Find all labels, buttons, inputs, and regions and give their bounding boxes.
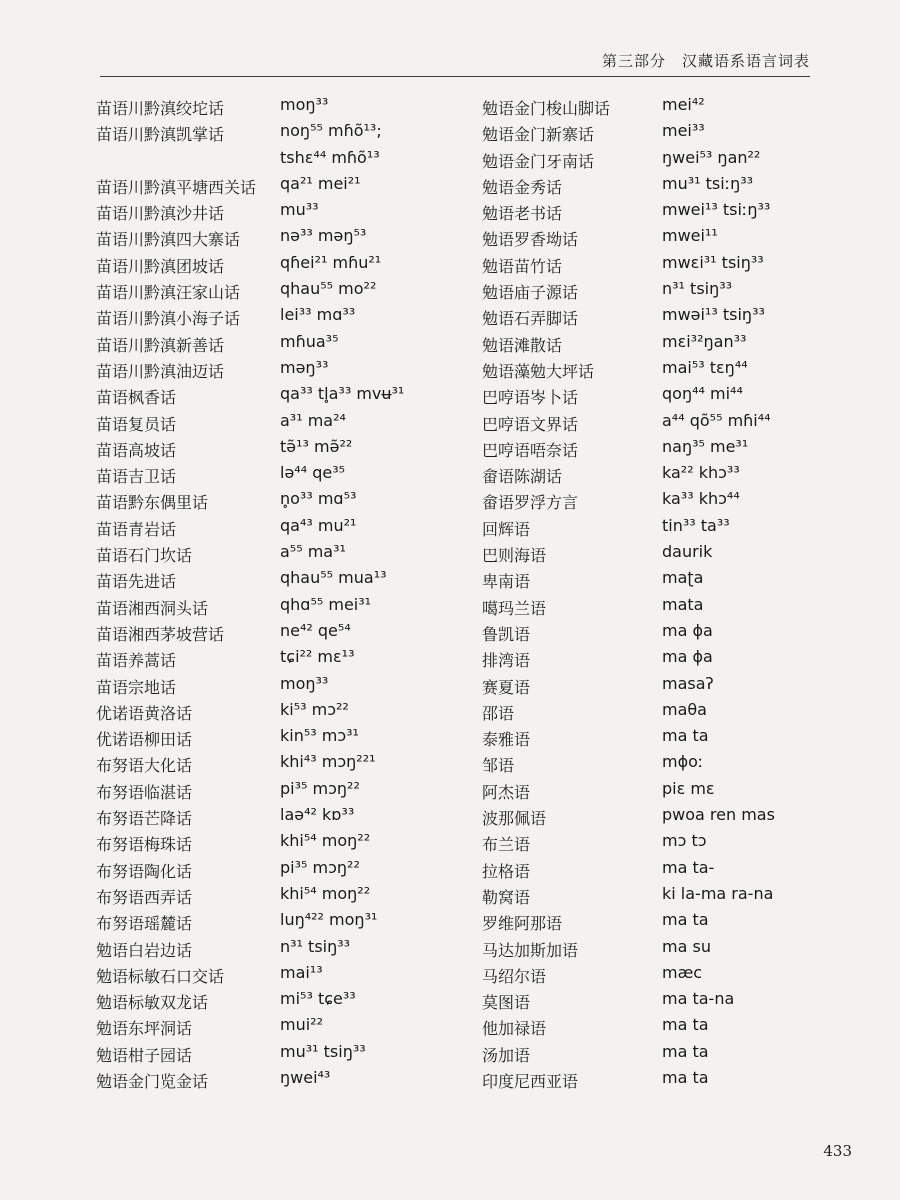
language-name: 苗语川黔滇平塘西关话 [96, 177, 257, 197]
word-entry [482, 539, 812, 565]
language-name: 布兰语 [482, 835, 531, 855]
language-name: 勉语滩散话 [482, 335, 563, 355]
word-entry [96, 513, 466, 539]
word-entry [482, 145, 812, 171]
word-entry [482, 92, 812, 118]
word-form: moŋ³³ [280, 673, 329, 693]
language-name: 布努语陶化话 [96, 861, 193, 881]
word-entry [482, 565, 812, 591]
word-form: n³¹ tsiŋ³³ [280, 936, 351, 956]
word-entry [482, 460, 812, 486]
word-entry [482, 302, 812, 328]
word-form: maθa [662, 699, 707, 719]
word-entry [96, 92, 466, 118]
word-entry [96, 434, 466, 460]
word-entry [96, 1039, 466, 1065]
word-entry [96, 881, 466, 907]
language-name: 巴哼语岑卜话 [482, 388, 579, 408]
word-form: məŋ³³ [280, 357, 329, 377]
word-entry [96, 118, 466, 144]
word-form: kin⁵³ mɔ³¹ [280, 726, 359, 746]
word-entry [96, 145, 466, 171]
word-entry [482, 828, 812, 854]
language-name: 苗语湘西洞头话 [96, 598, 209, 618]
language-name: 苗语川黔滇汪家山话 [96, 283, 241, 303]
word-entry [482, 855, 812, 881]
language-name: 苗语黔东偶里话 [96, 493, 209, 513]
word-form: ka³³ khɔ⁴⁴ [662, 489, 740, 509]
word-entry [96, 723, 466, 749]
language-name: 排湾语 [482, 651, 531, 671]
word-form: mwei¹¹ [662, 226, 718, 246]
language-name: 勉语石弄脚话 [482, 309, 579, 329]
language-name: 汤加语 [482, 1045, 531, 1065]
word-form: piɛ mɛ [662, 778, 715, 798]
word-entry [482, 171, 812, 197]
language-name: 布努语瑶麓话 [96, 914, 193, 934]
language-name: 罗维阿那语 [482, 914, 563, 934]
word-entry [482, 1065, 812, 1091]
word-form: a³¹ ma²⁴ [280, 410, 346, 430]
word-entry [96, 276, 466, 302]
word-form: qhɑ⁵⁵ mei³¹ [280, 594, 372, 614]
word-form: pi³⁵ mɔŋ²² [280, 857, 360, 877]
word-form: mwei¹³ tsiːŋ³³ [662, 200, 771, 220]
word-form: mui²² [280, 1015, 323, 1035]
language-name: 邵语 [482, 703, 515, 723]
language-name: 巴哼语唔奈话 [482, 440, 579, 460]
word-entry [482, 486, 812, 512]
word-form: nə³³ məŋ⁵³ [280, 226, 367, 246]
language-name: 勉语金门牙南话 [482, 151, 595, 171]
word-form: ma ta [662, 1041, 709, 1061]
running-header [100, 40, 810, 77]
language-name: 邹语 [482, 756, 515, 776]
word-entry [96, 749, 466, 775]
language-name: 苗语川黔滇团坡话 [96, 256, 225, 276]
language-name: 巴则海语 [482, 546, 547, 566]
word-entry [96, 855, 466, 881]
word-form: mai¹³ [280, 962, 323, 982]
word-form: ŋwei⁴³ [280, 1067, 331, 1087]
word-form: khi⁴³ mɔŋ²²¹ [280, 752, 376, 772]
word-form: ka²² khɔ³³ [662, 463, 740, 483]
word-form: ma su [662, 936, 711, 956]
header-title: 第三部分 汉藏语系语言词表 [601, 52, 810, 70]
word-form: ne⁴² qe⁵⁴ [280, 620, 351, 640]
language-name: 苗语川黔滇新善话 [96, 335, 225, 355]
word-form: ki⁵³ mɔ²² [280, 699, 349, 719]
word-form: qa⁴³ mu²¹ [280, 515, 357, 535]
word-form: ma ta [662, 726, 709, 746]
word-entry [96, 934, 466, 960]
language-name: 勉语金秀话 [482, 177, 563, 197]
word-entry [482, 644, 812, 670]
word-entry [482, 1012, 812, 1038]
language-name: 布努语大化话 [96, 756, 193, 776]
word-entry [482, 618, 812, 644]
word-entry [482, 723, 812, 749]
language-name: 勉语金门览金话 [96, 1071, 209, 1091]
word-entry [482, 408, 812, 434]
word-entry [482, 697, 812, 723]
language-name: 勉语东坪洞话 [96, 1019, 193, 1039]
language-name: 布努语临湛话 [96, 782, 193, 802]
word-form: mɛi³²ŋan³³ [662, 331, 747, 351]
word-entry [96, 802, 466, 828]
word-entry [482, 749, 812, 775]
language-name: 鲁凯语 [482, 624, 531, 644]
language-name: 畲语罗浮方言 [482, 493, 579, 513]
word-form: khi⁵⁴ moŋ²² [280, 831, 371, 851]
word-entry [96, 907, 466, 933]
language-name: 勉语藻勉大坪话 [482, 361, 595, 381]
word-form: ma ta [662, 910, 709, 930]
word-entry [96, 828, 466, 854]
word-form: qoŋ⁴⁴ mi⁴⁴ [662, 384, 743, 404]
language-name: 苗语石门坎话 [96, 546, 193, 566]
word-entry [482, 118, 812, 144]
word-entry [482, 986, 812, 1012]
language-name: 苗语川黔滇沙井话 [96, 204, 225, 224]
word-form: ma ta [662, 1015, 709, 1035]
word-entry [96, 592, 466, 618]
word-entry [96, 986, 466, 1012]
language-name: 苗语川黔滇凯掌话 [96, 125, 225, 145]
word-form: mata [662, 594, 704, 614]
language-name: 泰雅语 [482, 730, 531, 750]
word-form: tə̃¹³ mə̃²² [280, 436, 353, 456]
language-name: 勉语柑子园话 [96, 1045, 193, 1065]
word-form: a⁴⁴ qõ⁵⁵ mɦi⁴⁴ [662, 410, 771, 430]
word-entry [96, 223, 466, 249]
language-name: 苗语川黔滇四大寨话 [96, 230, 241, 250]
word-entry [96, 302, 466, 328]
word-entry [482, 381, 812, 407]
language-name: 勉语标敏双龙话 [96, 993, 209, 1013]
word-form: n³¹ tsiŋ³³ [662, 279, 733, 299]
language-name: 阿杰语 [482, 782, 531, 802]
word-entry [96, 776, 466, 802]
word-form: n̥o³³ mɑ⁵³ [280, 489, 357, 509]
word-form: luŋ⁴²² moŋ³¹ [280, 910, 378, 930]
word-form: qa²¹ mei²¹ [280, 173, 361, 193]
word-entry [482, 802, 812, 828]
word-entry [96, 960, 466, 986]
word-form: mei⁴² [662, 95, 705, 114]
word-entry [96, 565, 466, 591]
word-entry [96, 355, 466, 381]
word-entry [482, 355, 812, 381]
language-name: 苗语养蒿话 [96, 651, 177, 671]
word-form: naŋ³⁵ me³¹ [662, 436, 749, 456]
word-form: qhau⁵⁵ mua¹³ [280, 568, 387, 588]
word-entry [482, 276, 812, 302]
word-form: mæc [662, 962, 703, 982]
word-entry [482, 434, 812, 460]
word-form: a⁵⁵ ma³¹ [280, 542, 346, 562]
language-name: 赛夏语 [482, 677, 531, 697]
language-name: 噶玛兰语 [482, 598, 547, 618]
language-name: 布努语芒降话 [96, 809, 193, 829]
language-name: 勒窝语 [482, 887, 531, 907]
page-number: 433 [823, 1142, 852, 1160]
language-name: 勉语老书话 [482, 204, 563, 224]
word-form: daurik [662, 542, 713, 562]
language-name: 苗语枫香话 [96, 388, 177, 408]
right-column [482, 92, 812, 1091]
word-form: ma ta- [662, 857, 715, 877]
word-entry [482, 592, 812, 618]
language-name: 布努语梅珠话 [96, 835, 193, 855]
word-entry [96, 539, 466, 565]
word-form: khi⁵⁴ moŋ²² [280, 883, 371, 903]
word-entry [482, 960, 812, 986]
language-name: 优诺语柳田话 [96, 730, 193, 750]
word-form: mɦua³⁵ [280, 331, 339, 351]
language-name: 苗语青岩话 [96, 519, 177, 539]
word-form: mɔ tɔ [662, 831, 707, 851]
word-entry [482, 776, 812, 802]
language-name: 勉语金门新寨话 [482, 125, 595, 145]
word-entry [96, 486, 466, 512]
language-name: 勉语苗竹话 [482, 256, 563, 276]
word-entry [96, 250, 466, 276]
word-entry [96, 1065, 466, 1091]
left-column [96, 92, 466, 1091]
language-name: 他加禄语 [482, 1019, 547, 1039]
word-form: mi⁵³ tɕe³³ [280, 989, 356, 1009]
language-name: 巴哼语文界话 [482, 414, 579, 434]
word-form: tin³³ ta³³ [662, 515, 730, 535]
word-form: laə⁴² kɒ³³ [280, 805, 355, 825]
word-entry [96, 1012, 466, 1038]
word-form: pi³⁵ mɔŋ²² [280, 778, 360, 798]
word-entry [96, 329, 466, 355]
language-name: 畲语陈湖话 [482, 467, 563, 487]
word-entry [96, 460, 466, 486]
language-name: 卑南语 [482, 572, 531, 592]
language-name: 回辉语 [482, 519, 531, 539]
language-name: 拉格语 [482, 861, 531, 881]
word-form: lei³³ mɑ³³ [280, 305, 356, 325]
word-form: mɸoː [662, 752, 704, 772]
word-entry [96, 644, 466, 670]
word-entry [482, 223, 812, 249]
word-form: tshɛ⁴⁴ mɦõ¹³ [280, 147, 380, 167]
language-name: 布努语西弄话 [96, 887, 193, 907]
word-entry [482, 881, 812, 907]
word-entry [482, 197, 812, 223]
word-entry [482, 934, 812, 960]
word-form: mu³¹ tsiːŋ³³ [662, 173, 754, 193]
word-form: mu³³ [280, 200, 319, 220]
language-name: 苗语川黔滇油迈话 [96, 361, 225, 381]
word-form: moŋ³³ [280, 95, 329, 114]
language-name: 苗语川黔滇小海子话 [96, 309, 241, 329]
word-form: mwəi¹³ tsiŋ³³ [662, 305, 765, 325]
language-name: 马绍尔语 [482, 966, 547, 986]
word-form: ma ta-na [662, 989, 735, 1009]
language-name: 苗语复员话 [96, 414, 177, 434]
word-entry [96, 671, 466, 697]
word-entry [482, 1039, 812, 1065]
word-form: mai⁵³ tɛŋ⁴⁴ [662, 357, 748, 377]
word-form: mu³¹ tsiŋ³³ [280, 1041, 366, 1061]
language-name: 苗语高坡话 [96, 440, 177, 460]
word-form: ŋwei⁵³ ŋan²² [662, 147, 761, 167]
word-form: qa³³ tl̥a³³ mvʉ³¹ [280, 384, 405, 404]
word-form: ki la-ma ra-na [662, 883, 774, 903]
word-form: tɕi²² mɛ¹³ [280, 647, 355, 667]
language-name: 苗语宗地话 [96, 677, 177, 697]
word-form: qhau⁵⁵ mo²² [280, 279, 377, 299]
word-form: ma ɸa [662, 620, 713, 640]
word-form: ma ta [662, 1067, 709, 1087]
word-entry [96, 618, 466, 644]
word-form: maʈa [662, 568, 704, 588]
word-entry [96, 697, 466, 723]
word-entry [96, 381, 466, 407]
word-form: lə⁴⁴ qe³⁵ [280, 463, 346, 483]
word-entry [482, 513, 812, 539]
language-name: 勉语罗香坳话 [482, 230, 579, 250]
word-entry [96, 408, 466, 434]
language-name: 苗语先进话 [96, 572, 177, 592]
word-entry [482, 671, 812, 697]
word-entry [482, 907, 812, 933]
word-form: noŋ⁵⁵ mɦõ¹³; [280, 121, 382, 141]
language-name: 苗语川黔滇绞坨话 [96, 99, 225, 118]
word-form: mwɛi³¹ tsiŋ³³ [662, 252, 764, 272]
language-name: 波那佩语 [482, 809, 547, 829]
word-form: ma ɸa [662, 647, 713, 667]
language-name: 勉语白岩边话 [96, 940, 193, 960]
language-name: 马达加斯加语 [482, 940, 579, 960]
word-form: pwoa ren mas [662, 805, 775, 825]
language-name: 勉语标敏石口交话 [96, 966, 225, 986]
word-entry [482, 329, 812, 355]
word-form: qɦei²¹ mɦu²¹ [280, 252, 382, 272]
language-name: 优诺语黄洛话 [96, 703, 193, 723]
language-name: 印度尼西亚语 [482, 1071, 579, 1091]
word-form: masaʔ [662, 673, 714, 693]
language-name: 勉语金门梭山脚话 [482, 99, 611, 118]
language-name: 莫图语 [482, 993, 531, 1013]
word-entry [482, 250, 812, 276]
language-name: 勉语庙子源话 [482, 283, 579, 303]
word-form: mei³³ [662, 121, 705, 141]
word-entry [96, 197, 466, 223]
language-name: 苗语吉卫话 [96, 467, 177, 487]
language-name: 苗语湘西茅坡营话 [96, 624, 225, 644]
word-entry [96, 171, 466, 197]
